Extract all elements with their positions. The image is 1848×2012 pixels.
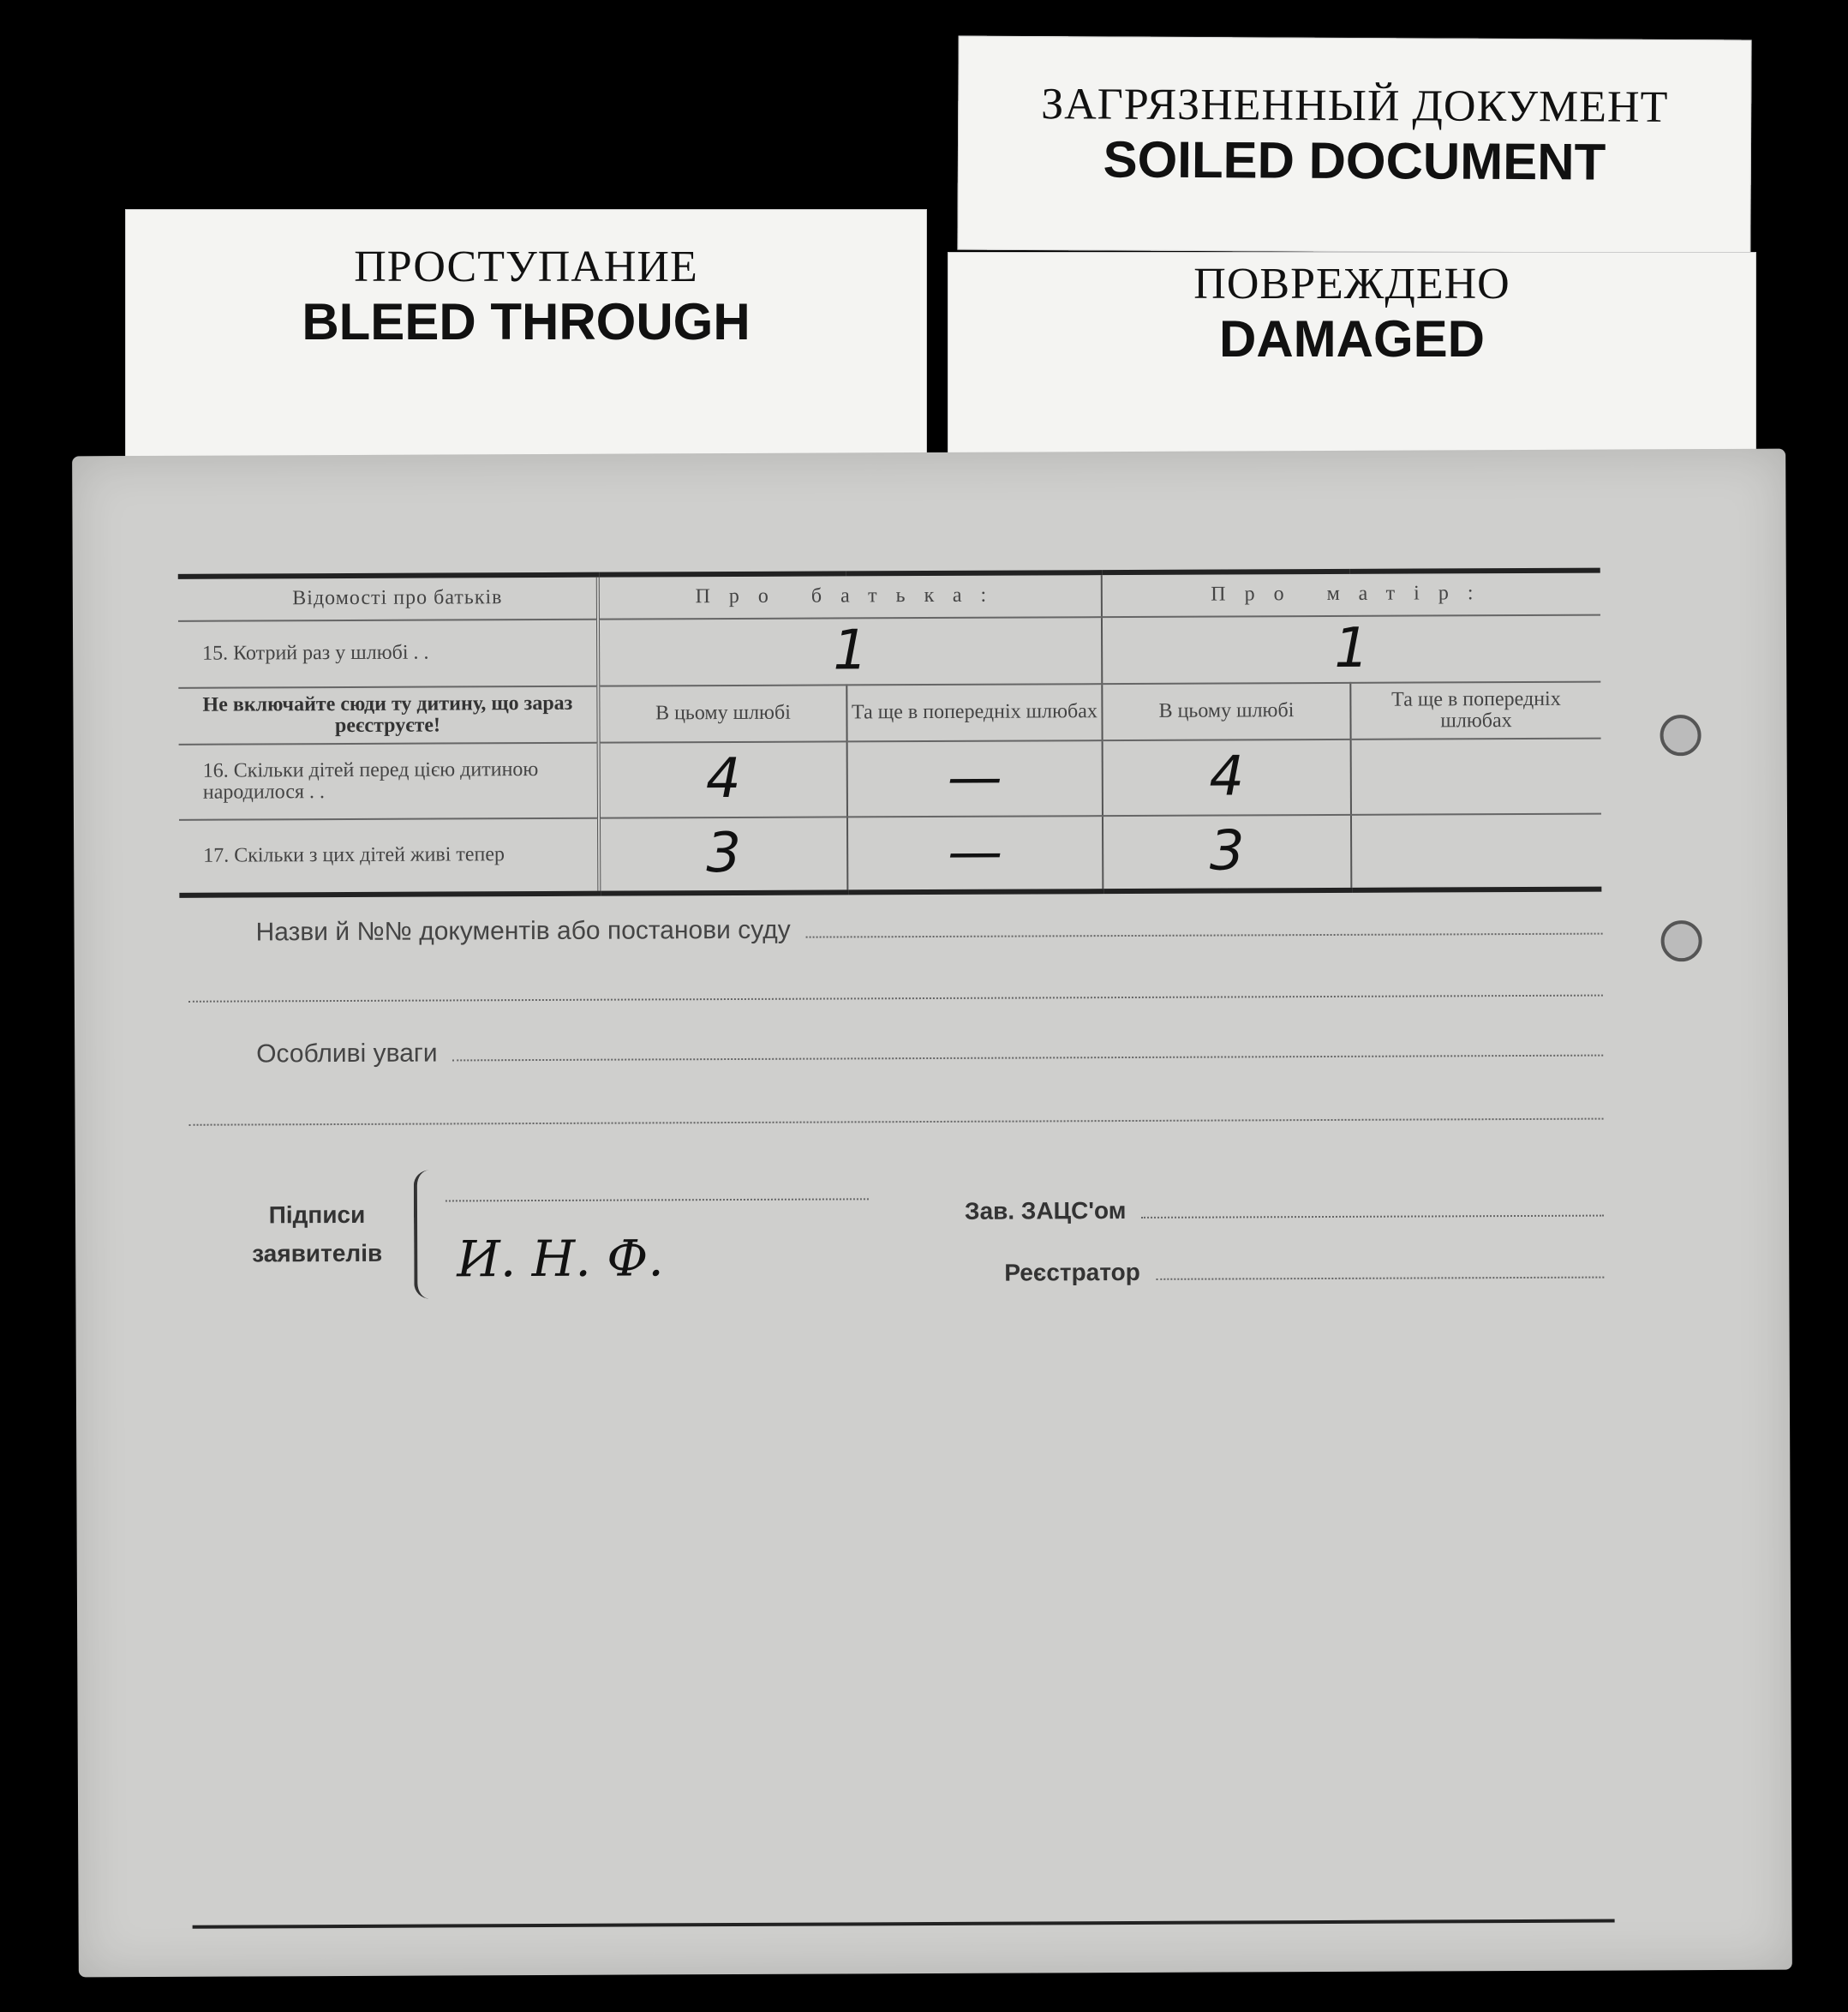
subheader-note: Не включайте сюди ту дитину, що зараз реєструєте! bbox=[178, 686, 598, 745]
header-parents-info: Відомості про батьків bbox=[178, 575, 598, 621]
row16-mother-prev bbox=[1351, 739, 1601, 815]
subheader-mother-this: В цьому шлюбі bbox=[1102, 683, 1350, 740]
soiled-document-ru: ЗАГРЯЗНЕННЫЙ ДОКУМЕНТ bbox=[1041, 80, 1669, 132]
row16-mother-this: 4 bbox=[1103, 740, 1351, 816]
table-row bbox=[179, 814, 1601, 895]
row17-mother-prev bbox=[1351, 814, 1601, 890]
row17-father-prev: — bbox=[847, 816, 1103, 892]
documents-field bbox=[255, 913, 1602, 948]
parents-info-table bbox=[178, 568, 1602, 898]
documents-label: Назви й №№ документів або постанови суду bbox=[255, 915, 791, 947]
row15-label: 15. Котрий раз у шлюбі . . bbox=[178, 620, 598, 688]
documents-line-2 bbox=[188, 995, 1603, 1003]
soiled-document-en: SOILED DOCUMENT bbox=[1103, 130, 1606, 191]
signature-line-1 bbox=[446, 1198, 869, 1201]
row16-label: 16. Скільки дітей перед цією дитиною народилося . . bbox=[179, 743, 599, 820]
punch-hole bbox=[1660, 715, 1701, 756]
head-registry-line bbox=[1141, 1198, 1604, 1219]
row15-mother-value: 1 bbox=[1102, 615, 1600, 685]
registrar-line bbox=[1156, 1260, 1605, 1280]
bleed-through-card bbox=[125, 209, 927, 466]
subheader-father-prev: Та ще в попередніх шлюбах bbox=[846, 684, 1102, 741]
head-registry-field bbox=[965, 1195, 1604, 1225]
row17-father-this: 3 bbox=[599, 817, 847, 893]
remarks-label: Особливі уваги bbox=[256, 1039, 438, 1069]
remarks-line bbox=[453, 1038, 1604, 1062]
bleed-through-ru: ПРОСТУПАНИЕ bbox=[354, 243, 698, 291]
documents-line bbox=[806, 916, 1603, 938]
damaged-en: DAMAGED bbox=[1219, 310, 1485, 368]
punch-hole bbox=[1661, 920, 1702, 961]
remarks-field bbox=[256, 1034, 1603, 1069]
row16-father-this: 4 bbox=[599, 741, 847, 817]
damaged-card bbox=[948, 252, 1756, 466]
row17-label: 17. Скільки з цих дітей живі тепер bbox=[179, 818, 599, 895]
row17-mother-this: 3 bbox=[1103, 815, 1351, 891]
bleed-through-en: BLEED THROUGH bbox=[302, 293, 751, 350]
table-row bbox=[178, 615, 1600, 688]
header-father: Про батька: bbox=[598, 572, 1102, 620]
registrar-field bbox=[1004, 1257, 1604, 1287]
registrar-label: Реєстратор bbox=[1004, 1258, 1140, 1286]
applicants-signatures-label: Підписи заявителів bbox=[252, 1201, 383, 1267]
document-sheet bbox=[72, 449, 1792, 1978]
signature-brace bbox=[414, 1171, 437, 1299]
table-row bbox=[179, 739, 1601, 820]
remarks-line-2 bbox=[189, 1118, 1604, 1126]
row15-father-value: 1 bbox=[598, 617, 1102, 686]
subheader-mother-prev: Та ще в попередніх шлюбах bbox=[1350, 682, 1600, 740]
damaged-ru: ПОВРЕЖДЕНО bbox=[1193, 260, 1510, 308]
table-subheader-row bbox=[178, 682, 1600, 745]
subheader-father-this: В цьому шлюбі bbox=[598, 685, 846, 742]
row16-father-prev: — bbox=[847, 740, 1103, 817]
table-header-row bbox=[178, 571, 1600, 621]
soiled-document-card bbox=[957, 36, 1751, 254]
bottom-rule bbox=[193, 1919, 1615, 1929]
head-registry-label: Зав. ЗАЦС'ом bbox=[964, 1197, 1127, 1225]
header-mother: Про матір: bbox=[1102, 571, 1600, 618]
handwritten-signature: И. Н. Ф. bbox=[457, 1229, 664, 1289]
